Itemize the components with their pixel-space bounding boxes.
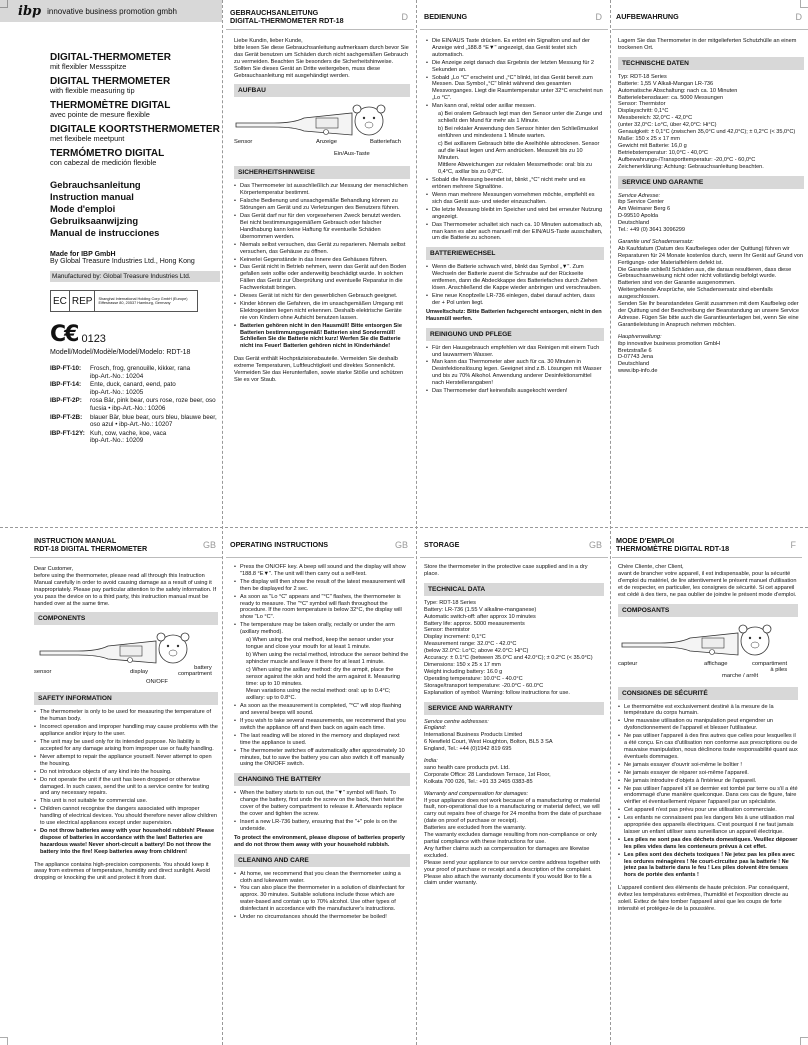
model-desc: Kuh, cow, vache, koe, vaca — [90, 429, 167, 437]
safety-item: • Falsche Bedienung und unsachgemäße Behandlung können zu Störungen am Gerät und zu Verletzungen des Benutzers führen. — [234, 198, 410, 212]
label-onoff: marche / arrêt — [722, 672, 759, 679]
gb-storage-panel — [420, 528, 608, 1045]
model-row — [50, 397, 220, 412]
product-title — [50, 76, 220, 95]
safety-item: • Ne jamais introduire d'objets à l'intérieur de l'appareil. — [618, 778, 798, 785]
service-line: Kolkata 700 026, Tel.: +91 33 2465 0383-85 — [424, 778, 533, 785]
cleaning-step: • Für den Hausgebrauch empfehlen wir das Reinigen mit einem Tuch und lauwarmem Wasser. — [426, 345, 604, 359]
fold-line — [610, 0, 611, 1045]
operation-step: b) When using the rectal method, introduce the sensor behind the sphincter muscle and leave it there for at least 1 minute. — [246, 651, 409, 665]
model-desc-wrap — [90, 397, 220, 412]
model-row — [50, 365, 220, 380]
safety-item: • Do not throw batteries away with your household rubbish! Please dispose of batteries in accordance with the law! Batteries are hazardous waste! Never short-circuit a battery! Do not throw the battery into the fire! Keep batteries away from children! — [34, 828, 218, 856]
operation-step: • Sobald „Lo °C" erscheint und „°C" blinkt, ist das Gerät bereit zum Messen. Das Symbol „°C" blinkt während des gesamten Messvorganges. Liegt die Raumtemperatur unter 32°C erscheint nun „Lo °C". — [426, 75, 604, 103]
de-header — [226, 4, 414, 30]
tech-spec-line: Batterie: 1,55 V Alkali-Mangan LR-736 — [618, 80, 714, 87]
thermometer-diagram — [618, 621, 798, 679]
tech-spec-line: Automatische Abschaltung: nach ca. 10 Minuten — [618, 87, 738, 94]
gb-storage: Store the thermometer in the protective case supplied and in a dry place. — [424, 564, 588, 577]
model-line: Modell/Model/Modèle/Model/Modelo: RDT-18 — [50, 349, 191, 356]
de-storage-panel — [612, 0, 808, 527]
label-display: Anzeige — [316, 139, 337, 146]
gb-header-title: STORAGE — [424, 539, 460, 549]
safety-item: • Do not introduce objects of any kind into the housing. — [34, 769, 218, 776]
tech-spec-line: Storage/transport temperature: -20.0°C - 60.0°C — [424, 682, 544, 689]
crop-mark — [800, 0, 808, 8]
fr-section-parts: COMPOSANTS — [618, 604, 798, 617]
safety-item: • Cet appareil n'est pas prévu pour une utilisation commerciale. — [618, 807, 798, 814]
operation-step: • Press the ON/OFF key. A beep will sound and the display will show "188.8 °E▼". The unit will then carry out a self-test. — [234, 564, 410, 578]
battery-step: • Insert a new LR-736 battery, ensuring that the "+" pole is on the underside. — [234, 819, 410, 833]
model-desc: blauer Bär, blue bear, ours bleu, blauwe beer, oso azul • ibp-Art.-No.: 10207 — [90, 413, 217, 429]
service-line: 6 Newfield Court, West Houghton, Bolton, BL5 3 SA — [424, 739, 553, 746]
operation-step: • As soon as the measurement is completed, "°C" will stop flashing and several beeps will sound. — [234, 703, 410, 717]
safety-item: • Les enfants ne connaissent pas les dangers liés à une utilisation mal appropriée des appareils électriques. C'est pourquoi il ne faut jamais laisser un enfant utiliser sans surveillance un appareil électrique. — [618, 815, 798, 836]
fr-outro: L'appareil contient des éléments de haute précision. Par conséquent, évitez les températures extrêmes, l'humidité et l'exposition directe au soleil. Evitez de faire tomber l'appareil ainsi que les coups de forte intensité et protégez-le de la poussière. — [618, 885, 790, 912]
operation-step: b) Bei rektaler Anwendung den Sensor hinter den Schließmuskel einführen und mindestens 1 Minute warten. — [438, 125, 599, 139]
label-battery: battery compartment — [178, 665, 212, 678]
ce-number: 0123 — [81, 333, 106, 345]
fr-instructions-panel — [612, 528, 808, 1045]
product-title-main: TERMÓMETRO DIGITAL — [50, 148, 165, 159]
model-code: IBP-FT-2P: — [50, 397, 82, 405]
operation-step: • Die letzte Messung bleibt im Speicher und wird bei erneuter Nutzung angezeigt. — [426, 207, 604, 221]
thermometer-diagram — [34, 629, 218, 687]
operation-step: a) When using the oral method, keep the sensor under your tongue and close your mouth for at least 1 minute. — [246, 637, 394, 650]
safety-item: • Incorrect operation and improper handling may cause problems with the appliance and/or injury to the user. — [34, 724, 218, 738]
service-line: Any further claims such as compensation for damages are likewise excluded. — [424, 845, 590, 859]
gb-ops-list — [234, 564, 410, 768]
de-section-parts: AUFBAU — [234, 84, 410, 97]
product-title — [50, 100, 220, 119]
battery-step: • Wenn die Batterie schwach wird, blinkt das Symbol „▼". Zum Wechseln der Batterie zuerst die Schraube auf der Rückseite entfernen, dann die Abdeckkappe des Batteriefaches durch Ziehen lösen. Anschließend die Kappe wieder anbringen und verschrauben. — [426, 264, 604, 292]
de-ops-list — [426, 38, 604, 242]
label-sensor: Sensor — [234, 139, 253, 146]
thermometer-icon — [234, 101, 410, 141]
service-line: Garantie und Schadensersatz: — [618, 238, 694, 245]
model-art-no: ibp-Art.-No.: 10204 — [90, 372, 144, 380]
service-line: Please send your appliance to our service centre address together with your proof of purchase or receipt and a description of the complaint. Please also attach the warranty documents if you would like to file a claim under warranty. — [424, 859, 600, 887]
safety-item: • Ne pas utiliser l'appareil s'il se dermier est tombé par terre ou s'il a été endommagé d'une manière quelconque. Dans ces cas de figure, faire vérifier et éventuellement réparer l'appareil par un spécialiste. — [618, 786, 798, 807]
fr-safety-list — [618, 704, 798, 880]
safety-item: • Never attempt to repair the appliance yourself. Never attempt to open the housing. — [34, 754, 218, 768]
operation-step: • Man kann oral, rektal oder axillar messen. — [426, 103, 604, 110]
manual-language-title: Manual de instrucciones — [50, 227, 160, 238]
tech-spec-line: Measurement range: 32.0°C - 42.0°C — [424, 641, 517, 648]
tech-spec-line: (below 32.0°C: Lo°C; above 42.0°C: Hi°C) — [424, 648, 529, 655]
model-code: IBP-FT-2B: — [50, 413, 83, 421]
de-header-title: BEDIENUNG — [424, 11, 468, 21]
lang-code: F — [790, 539, 796, 550]
thermometer-icon — [618, 621, 798, 661]
de-outro: Das Gerät enthält Hochpräzisionsbauteile. Vermeiden Sie deshalb extreme Temperaturen, Luftfeuchtigkeit und direktes Sonnenlicht. Vermeiden Sie das Herunterfallen, sowie starke Stöße und schützen Sie es vor Staub. — [234, 356, 404, 383]
gb-battery-list — [234, 790, 410, 832]
label-sensor: capteur — [618, 660, 638, 667]
cleaning-step: • At home, we recommend that you clean the thermometer using a cloth and lukewarm water. — [234, 871, 410, 885]
service-line: England: — [424, 725, 447, 732]
ec-label: EC — [51, 291, 70, 311]
service-line: Die Garantie schließt Schäden aus, die daraus resultieren, dass diese Gebrauchsanweisung nicht oder nicht vollständig befolgt wurde. — [618, 266, 792, 280]
fr-intro: Chère Cliente, cher Client, avant de brancher votre appareil, il est indispensable, pour la sécurité d'emploi du matériel, de lire attentivement le présent manuel d'utilisation et de respecter, en particulier, les consignes de sécurité. Si cet appareil est cédé à des tiers, ne pas oublier de joindre le présent mode d'emploi. — [618, 564, 797, 598]
operation-step: Mittlere Abweichungen zur rektalen Messmethode: oral: bis zu 0,4°C, axillar bis zu 0,8°C. — [438, 162, 592, 176]
product-title-main: DIGITALE KOORTSTHERMOMETER — [50, 124, 220, 135]
service-line: England, Tel.: +44 (0)1942 819 695 — [424, 746, 512, 753]
product-title-main: DIGITAL THERMOMETER — [50, 76, 171, 87]
model-desc: Ente, duck, canard, eend, pato — [90, 381, 176, 389]
lang-code: GB — [394, 539, 408, 550]
safety-item: • The unit may be used only for its intended purpose. No liability is accepted for any damage arising from improper use or faulty handling. — [34, 739, 218, 753]
safety-item: • Das Gerät nicht in Betrieb nehmen, wenn das Gerät auf den Boden gefallen sein sollte oder anderweitig beschädigt wurde. In solchen Fällen das Gerät zur Überprüfung und eventuelle Reparatur in die Fachwerkstatt bringen. — [234, 264, 410, 292]
safety-item: • Das Gerät darf nur für den vorgesehenen Zweck benutzt werden. Bei nicht bestimmungsgemäßem Gebrauch oder falscher Handhabung kann keine Haftung für eventuelle Schäden übernommen werden. — [234, 213, 410, 241]
cover-titles — [50, 52, 220, 446]
tech-spec-line: Display increment: 0,1°C — [424, 634, 486, 641]
gb-section-parts: COMPONENTS — [34, 612, 218, 625]
gb-header-title: INSTRUCTION MANUAL RDT-18 DIGITAL THERMOMETER — [34, 535, 148, 553]
de-header — [420, 4, 608, 30]
model-desc-wrap — [90, 365, 190, 380]
product-title — [50, 52, 220, 71]
ce-icon: C€ — [50, 322, 78, 347]
tech-spec-line: Automatic switch-off: after approx 10 minutes — [424, 613, 536, 620]
operation-step: • Die Anzeige zeigt danach das Ergebnis der letzten Messung für 2 Sekunden an. — [426, 60, 604, 74]
gb-safety-list — [34, 709, 218, 855]
tech-spec-line: Explanation of symbol: Warning: follow instructions for use. — [424, 689, 570, 696]
lang-code: GB — [588, 539, 602, 550]
tech-spec-line: Messbereich: 32,0°C - 42,0°C — [618, 115, 693, 122]
product-title-sub: con cabezal de medición flexible — [50, 158, 157, 167]
product-title — [50, 124, 220, 143]
de-header-title: GEBRAUCHSANLEITUNG DIGITAL-THERMOMETER RDT-18 — [230, 7, 344, 25]
gb-header — [420, 532, 608, 558]
manual-language-title: Gebrauchsanleitung — [50, 179, 141, 190]
label-battery: Batteriefach — [370, 139, 401, 146]
operation-step: a) Bei oralem Gebrauch legt man den Sensor unter die Zunge und schließt den Mund für mehr als 1 Minute. — [438, 111, 603, 124]
model-desc-wrap — [90, 381, 176, 396]
thermometer-diagram — [234, 101, 410, 161]
model-art-no: ibp-Art.-No.: 10205 — [90, 388, 144, 396]
service-line: Corporate Office: 28 Landsdown Terrace, 1st Floor, — [424, 771, 551, 778]
model-desc: rosa Bär, pink bear, ours rose, roze beer, oso fucsia • ibp-Art.-No.: 10206 — [90, 397, 216, 412]
tech-spec-line: Aufbewahrungs-/Transporttemperatur: -20,0°C - 60,0°C — [618, 156, 756, 163]
manual-language-title: Mode d'emploi — [50, 203, 116, 214]
lang-code: D — [595, 11, 602, 22]
crop-mark — [0, 1037, 8, 1045]
gb-intro: Dear Customer, before using the thermometer, please read all through this Instruction Manual carefully in order to avoid causing damage as a result of using it inappropriately. Please pay particular attention to the safety information. If you pass the device on to a third party, this instruction manual must be handed over at the same time. — [34, 566, 217, 607]
model-desc-wrap — [90, 430, 166, 445]
tech-spec-line: Accuracy: ± 0.1°C (between 35.0°C and 42.0°C); ± 0.2°C (< 35.0°C) — [424, 655, 593, 662]
gb-header-title: OPERATING INSTRUCTIONS — [230, 539, 329, 549]
fr-section-safety: CONSIGNES DE SÉCURITÉ — [618, 687, 798, 700]
gb-header — [226, 532, 414, 558]
operation-step: • As soon as "Lo °C" appears and "°C" flashes, the thermometer is ready to measure. The "°C" symbol will flash throughout the procedure. If the room temperature is below 32°C, the display will show "Lo °C". — [234, 594, 410, 622]
tech-spec-line: Dimensions: 150 x 25 x 17 mm — [424, 661, 501, 668]
lang-code: D — [795, 11, 802, 22]
de-service-list — [618, 193, 804, 376]
gb-clean-list — [234, 871, 410, 921]
product-title-sub: with flexible measuring tip — [50, 86, 135, 95]
safety-item: • Ne pas utiliser l'appareil à des fins autres que celles pour lesquelles il a été conçu. En cas d'utilisation non conforme aux prescriptions ou de mauvaise manipulation, nous déclinons toute responsabilité quant aux éventuels dommages. — [618, 733, 798, 761]
rep-label: REP — [70, 291, 96, 311]
service-line: If your appliance does not work because of a manufacturing or material fault, non-operational due to a manufacturing or material defect, we will carry out repairs free of charge for 24 months from the date of purchase (date on proof of purchase or receipt). — [424, 797, 602, 825]
safety-item: • Kinder können die Gefahren, die im unsachgemäßen Umgang mit Elektrogeräten liegen nicht erkennen. Deshalb elektrische Geräte nie von Kindern ohne Aufsicht benutzen lassen. — [234, 301, 410, 322]
operation-step: Mean variations using the rectal method: oral: up to 0.4°C; axillary: up to 0.8°C. — [246, 688, 391, 702]
cleaning-step: • Under no circumstances should the thermometer be boiled! — [234, 914, 410, 921]
product-title — [50, 148, 220, 167]
service-line: D-07743 Jena — [618, 354, 654, 361]
model-row — [50, 381, 220, 396]
cleaning-step: • Das Thermometer darf keinesfalls ausgekocht werden! — [426, 388, 604, 395]
fr-header-title: MODE D'EMPLOI THERMOMÈTRE DIGITAL RDT-18 — [616, 535, 730, 553]
safety-item: • Do not operate the unit if the unit has been dropped or otherwise damaged. In such cases, send the unit to a service centre for testing and any necessary repairs. — [34, 777, 218, 798]
product-title-sub: met flexibele meetpunt — [50, 134, 125, 143]
model-code: IBP-FT-10: — [50, 365, 82, 372]
gb-section-safety: SAFETY INFORMATION — [34, 692, 218, 705]
gb-section-battery: CHANGING THE BATTERY — [234, 773, 410, 786]
safety-item: • Le thermomètre est exclusivement destiné à la mesure de la température du corps humain. — [618, 704, 798, 718]
tech-spec-line: Battery: LR-736 (1.55 V alkaline-manganese) — [424, 606, 537, 613]
service-line: Senden Sie Ihr beanstandetes Gerät zusammen mit dem Kaufbeleg oder der Quittung und der Beschreibung der Beanstandung an unsere Service Adresse. Fügen Sie bitte auch die Garantieunterlagen bei, wenn Sie eine Garantieleistung in Anspruch nehmen möchten. — [618, 301, 799, 328]
ibp-logo: ibp — [18, 3, 42, 19]
tech-spec-line: Genauigkeit: ± 0,1°C (zwischen 35,0°C und 42,0°C); ± 0,2°C (< 35,0°C) — [618, 129, 796, 136]
service-line: International Business Products Limited — [424, 732, 523, 739]
gb-service-list — [424, 719, 604, 888]
made-for: Made for IBP GmbH — [50, 251, 116, 258]
service-line: www.ibp-info.de — [618, 368, 658, 375]
de-header — [612, 4, 808, 30]
tech-spec-line: Sensor: Thermistor — [618, 101, 666, 108]
operation-step: • Wenn man mehrere Messungen vornehmen möchte, empfiehlt es sich das Gerät aus- und wieder einzuschalten. — [426, 192, 604, 206]
de-section-battery: BATTERIEWECHSEL — [426, 247, 604, 260]
operation-step: • If you wish to take several measurements, we recommend that you switch the appliance off and then back on again each time. — [234, 718, 410, 732]
service-line: Service centre addresses: — [424, 718, 489, 725]
brand-tagline: innovative business promotion gmbh — [47, 6, 177, 16]
service-line: ibp Service Center — [618, 199, 665, 206]
tech-spec-line: Weight including battery: 16.0 g — [424, 668, 503, 675]
safety-item: • Ne jamais essayer d'ouvrir soi-même le boîtier ! — [618, 762, 798, 769]
safety-item: • Das Thermometer ist ausschließlich zur Messung der menschlichen Körpertemperatur bestimmt. — [234, 183, 410, 197]
safety-item: • Les piles ne sont pas des déchets domestiques. Veuillez déposer les piles vides dans les conteneurs prévus à cet effet. — [618, 837, 798, 851]
tech-spec-line: Battery life: approx. 5000 measurements — [424, 620, 525, 627]
operation-step: • The temperature may be taken orally, rectally or under the arm (axillary method). — [234, 622, 410, 636]
model-code: IBP-FT-12Y: — [50, 429, 85, 437]
safety-item: • Une mauvaise utilisation ou manipulation peut engendrer un dysfonctionnement de l'appareil et blesser l'utilisateur. — [618, 718, 798, 732]
gb-tech-list — [424, 600, 604, 697]
service-line: Deutschland — [618, 361, 650, 368]
service-line: Bretzstraße 6 — [618, 347, 652, 354]
lang-code: GB — [202, 539, 216, 550]
gb-env: To protect the environment, please dispose of batteries properly and do not throw them away with your household rubbish. — [234, 834, 405, 848]
model-code: IBP-FT-14: — [50, 381, 82, 389]
product-title-sub: avec pointe de mesure flexible — [50, 110, 150, 119]
product-title-main: DIGITAL-THERMOMETER — [50, 52, 171, 63]
tech-spec-line: Sensor: thermistor — [424, 627, 470, 634]
ec-rep-address: Shanghai International Holding Corp GmbH (Europe) Eiffestrasse 80, 20537 Hamburg, Germany — [98, 296, 188, 305]
label-battery: compartiment à piles — [752, 660, 788, 673]
gb-operation-panel — [226, 528, 414, 1045]
de-intro: Liebe Kundin, lieber Kunde, bitte lesen Sie diese Gebrauchsanleitung aufmerksam durch bevor Sie das Gerät benutzen um Schäden durch nicht sachgemäßen Gebrauch zu vermeiden. Beachten Sie besonders die Sicherheitshinweise. Sollten Sie dieses Gerät an Dritte weitergeben, muss diese Gebrauchsanleitung mit ausgehändigt werden. — [234, 38, 409, 79]
operation-step: c) When using the axillary method: dry the armpit, place the sensor against the skin and hold the arm against it. Measuring time: up to 10 minutes. — [246, 666, 400, 687]
label-onoff: ON/OFF — [146, 679, 168, 686]
model-desc-wrap — [90, 414, 220, 429]
product-title-main: THERMOMÈTRE DIGITAL — [50, 100, 171, 111]
operation-step: • Das Thermometer schaltet sich nach ca. 10 Minuten automatisch ab, man kann es aber auch manuell mit der EIN/AUS-Taste ausschalten, um die Batterie zu schonen. — [426, 222, 604, 243]
cleaning-step: • Man kann das Thermometer aber auch für ca. 30 Minuten in Desinfektionslösung legen. Geeignet sind z.B. Lösungen mit Wasser und bis zu 70% Alkohol. Anwendung anderer Desinfektionsmittel nach Herstellerangaben! — [426, 359, 604, 387]
safety-item: • Ne jamais essayer de réparer soi-même l'appareil. — [618, 770, 798, 777]
battery-step: • Eine neue Knopfzelle LR-736 einlegen, dabei darauf achten, dass der + Pol unten liegt. — [426, 293, 604, 307]
de-safety-list — [234, 183, 410, 350]
fr-header — [612, 532, 802, 558]
safety-item: • Les piles sont des déchets toxiques ! Ne jetez pas les piles avec les ordures ménagères ! Ne court-circuitez pas la batterie ! Ne jetez pas la batterie dans le feu ! Les piles doivent être tenues hors de portée des enfants ! — [618, 852, 798, 880]
ce-mark — [50, 322, 220, 347]
safety-item: • This unit is not suitable for commercial use. — [34, 798, 218, 805]
cover-panel — [0, 0, 222, 527]
tech-spec-line: Typ: RDT-18 Series — [618, 73, 667, 80]
tech-spec-line: Batterielebensdauer: ca. 5000 Messungen — [618, 94, 724, 101]
operation-step: • Sobald die Messung beendet ist, blinkt „°C" nicht mehr und es ertönen mehrere Signaltöne. — [426, 177, 604, 191]
label-sensor: sensor — [34, 669, 52, 676]
operation-step: c) Bei axillarem Gebrauch bitte die Axelhöhle abtrocknen. Sensor auf die Haut legen und Arm andrücken. Messzeit bis zu 10 Minuten. — [438, 140, 600, 161]
tech-spec-line: Gewicht mit Batterie: 16,0 g — [618, 142, 687, 149]
de-header-title: AUFBEWAHRUNG — [616, 11, 679, 21]
safety-item: • Batterien gehören nicht in den Hausmüll! Bitte entsorgen Sie Batterien bestimmungsgemäß! Batterien sind Sondermüll! Schließen Sie die Batterie nicht kurz! Werfen Sie die Batterie nicht ins Feuer! Batterien gehören nicht in Kinderhände! — [234, 323, 410, 351]
safety-item: • Dieses Gerät ist nicht für den gewerblichen Gebrauch geeignet. — [234, 293, 410, 300]
service-line: Tel.: +49 (0) 3641 3096299 — [618, 227, 686, 234]
service-line: Am Weimarer Berg 6 — [618, 206, 671, 213]
cleaning-step: • You can also place the thermometer in a solution of disinfectant for approx. 30 minutes. Suitable solutions include those which are water-based and contain up to 70% alcohol. Use other types of disinfectant in accordance with the manufacturer's instructions. — [234, 885, 410, 913]
model-desc: Frosch, frog, grenouille, kikker, rana — [90, 365, 191, 372]
de-battery-list — [426, 264, 604, 306]
battery-step: • When the battery starts to run out, the "▼" symbol will flash. To change the battery, first undo the screw on the back, then twist the cover of the battery compartment to release it. Afterwards replace the cover and tighten the screw. — [234, 790, 410, 818]
crop-mark — [0, 0, 8, 8]
de-section-tech: TECHNISCHE DATEN — [618, 57, 804, 70]
service-line: Weitergehende Ansprüche, wie Schadensersatz sind ebenfalls ausgeschlossen. — [618, 287, 773, 301]
label-display: display — [130, 669, 149, 676]
tech-spec-line: Displayschritt: 0,1°C — [618, 108, 669, 115]
safety-item: • The thermometer is only to be used for measuring the temperature of the human body. — [34, 709, 218, 723]
brand-bar — [0, 0, 222, 22]
model-art-no: ibp-Art.-No.: 10209 — [90, 437, 144, 445]
operation-step: • Die EIN/AUS Taste drücken. Es ertönt ein Signalton und auf der Anzeige wird „188.8 °E▼" angezeigt, das Gerät testet sich automatisch. — [426, 38, 604, 59]
tech-spec-line: Betriebstemperatur: 10,0°C - 40,0°C — [618, 149, 708, 156]
fold-line — [416, 0, 417, 1045]
manufactured-by: Manufactured by: Global Treasure Industries Ltd. — [50, 271, 220, 282]
service-line: Hauptverwaltung: — [618, 333, 662, 340]
service-line: Deutschland — [618, 220, 650, 227]
model-row — [50, 414, 220, 429]
tech-spec-line: Operating temperature: 10.0°C - 40.0°C — [424, 675, 523, 682]
operation-step: • The last reading will be stored in the memory and displayed next time the appliance is used. — [234, 733, 410, 747]
gb-header — [30, 532, 222, 558]
service-line: Service Adresse: — [618, 192, 661, 199]
service-line: D-99510 Apolda — [618, 213, 659, 220]
de-operation-panel — [420, 0, 608, 527]
tech-spec-line: Zeichenerklärung: Achtung: Gebrauchsanleitung beachten. — [618, 163, 764, 170]
manual-language-title: Instruction manual — [50, 191, 134, 202]
crop-mark — [800, 1037, 808, 1045]
tech-spec-line: Maße: 150 x 25 x 17 mm — [618, 135, 680, 142]
service-line: sano health care products pvt. Ltd. — [424, 764, 510, 771]
fold-line — [222, 0, 223, 1045]
de-section-service: SERVICE UND GARANTIE — [618, 176, 804, 189]
operation-step: • The display will then show the result of the latest measurement will then be displayed for 2 sec. — [234, 579, 410, 593]
lang-code: D — [401, 11, 408, 22]
service-line: Batteries are excluded from the warranty. — [424, 825, 526, 832]
label-onoff: Ein/Aus-Taste — [334, 151, 370, 158]
gb-section-clean: CLEANING AND CARE — [234, 854, 410, 867]
service-line: The warranty excludes damage resulting from non-compliance or only partial compliance with these instructions for use. — [424, 832, 597, 845]
service-line: Warranty and compensation for damages: — [424, 790, 529, 797]
de-instructions-panel — [226, 0, 414, 527]
made-by: By Global Treasure Industries Ltd., Hong Kong — [50, 258, 195, 265]
gb-section-service: SERVICE AND WARRANTY — [424, 702, 604, 715]
service-line: Batterien sind von der Garantie ausgenommen. — [618, 280, 736, 287]
thermometer-icon — [34, 629, 218, 669]
tech-spec-line: (unter 32,0°C: Lo°C, über 42,0°C: Hi°C) — [618, 122, 717, 129]
gb-outro: The appliance contains high-precision components. You should keep it away from extremes of temperature, humidity and direct sunlight. Avoid dropping or knocking the unit and protect it from dust. — [34, 861, 210, 882]
de-env: Umweltschutz: Bitte Batterien fachgerecht entsorgen, nicht in den Hausmüll werfen. — [426, 308, 602, 322]
de-section-clean: REINIGUNG UND PFLEGE — [426, 328, 604, 341]
gb-instructions-panel — [30, 528, 222, 1045]
service-line: India: — [424, 758, 438, 765]
safety-item: • Keinerlei Gegenstände in das Innere des Gehäuses führen. — [234, 257, 410, 264]
operation-step: • The thermometer switches off automatically after approximately 10 minutes, but to save the battery you can also switch it off manually using the ON/OFF switch. — [234, 748, 410, 769]
de-clean-list — [426, 345, 604, 395]
safety-item: • Niemals selbst versuchen, das Gerät zu reparieren. Niemals selbst versuchen, das Gehäuse zu öffnen. — [234, 242, 410, 256]
product-title-sub: mit flexibler Messspitze — [50, 62, 127, 71]
de-tech-list — [618, 74, 804, 171]
tech-spec-line: Type: RDT-18 Series — [424, 599, 476, 606]
label-display: affichage — [704, 660, 728, 667]
service-line: Ab Kaufdatum (Datum des Kaufbeleges oder der Quittung) führen wir Reparaturen für 24 Monate kostenlos durch, wenn Ihr Gerät auf Grund von Fertigungs- oder Materialfehlern defekt ist. — [618, 245, 804, 266]
de-storage: Lagern Sie das Thermometer in der mitgelieferten Schutzhülle an einem trockenen Ort. — [618, 38, 797, 51]
ec-rep-box — [50, 290, 198, 312]
model-row — [50, 430, 220, 445]
de-section-safety: SICHERHEITSHINWEISE — [234, 166, 410, 179]
service-line: ibp innovative business promotion GmbH — [618, 340, 720, 347]
gb-section-tech: TECHNICAL DATA — [424, 583, 604, 596]
safety-item: • Children cannot recognise the dangers associated with improper handling of electrical devices. You should therefore never allow children to use electrical appliances except under supervision. — [34, 806, 218, 827]
manual-language-title: Gebruiksaanwijzing — [50, 215, 139, 226]
